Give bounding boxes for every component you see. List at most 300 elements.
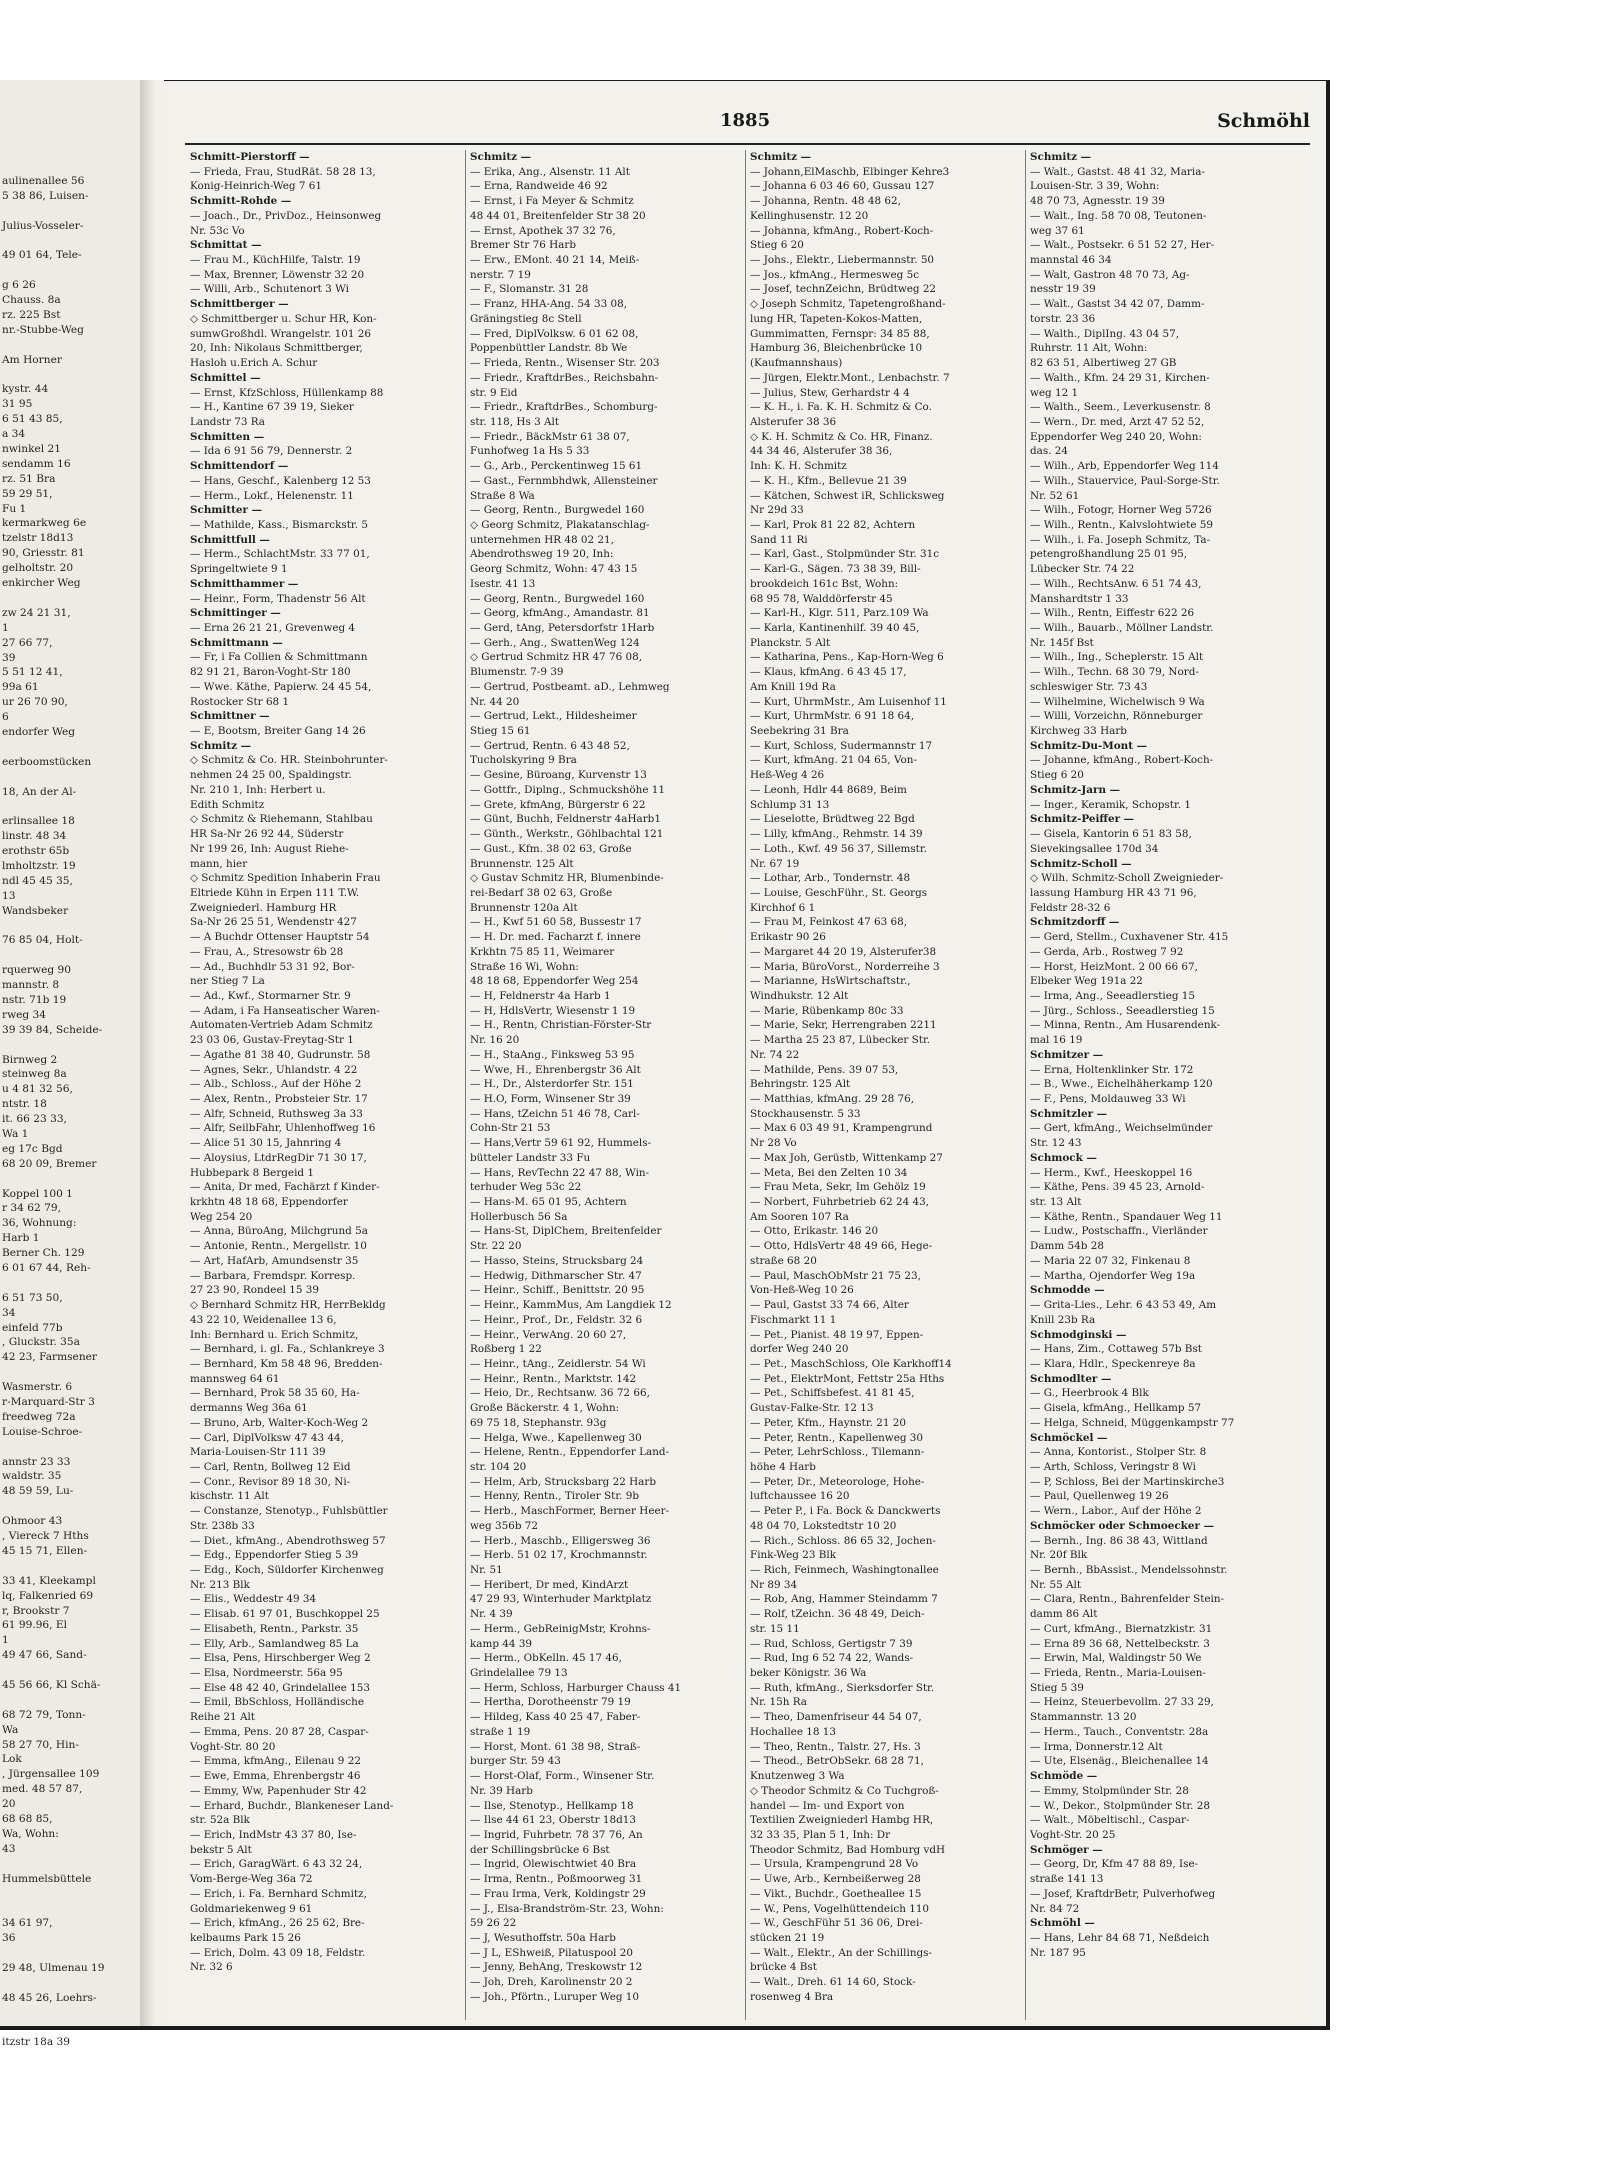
directory-entry-line: 32 33 35, Plan 5 1, Inh: Dr (750, 1828, 891, 1841)
directory-entry-line: — Pet., Pianist. 48 19 97, Eppen- (750, 1328, 924, 1341)
directory-entry-line: — Ernst, Apothek 37 32 76, (470, 224, 616, 237)
directory-entry-line: — J, Wesuthoffstr. 50a Harb (470, 1931, 616, 1944)
directory-entry-line: — Johanna, kfmAng., Robert-Koch- (750, 224, 934, 237)
directory-entry-line: beker Königstr. 36 Wa (750, 1667, 867, 1680)
directory-entry-line: — Herm, Schloss, Harburger Chauss 41 (470, 1681, 682, 1694)
directory-entry-line: brücke 4 Bst (750, 1961, 817, 1974)
directory-entry-line: — Helm, Arb, Strucksbarg 22 Harb (470, 1475, 656, 1488)
directory-entry-line: — Joach., Dr., PrivDoz., Heinsonweg (190, 209, 382, 222)
directory-entry-line: — Art, HafArb, Amundsenstr 35 (190, 1254, 359, 1267)
facing-page-line (2, 1559, 152, 1574)
facing-page-line (2, 1038, 152, 1053)
facing-page-line: 27 66 77, (2, 636, 53, 649)
directory-entry-line: 23 03 06, Gustav-Freytag-Str 1 (190, 1034, 354, 1047)
facing-page-line: 34 61 97, (2, 1917, 53, 1930)
directory-column-4 (1030, 150, 1310, 2020)
directory-entry-line: — Walt., Postsekr. 6 51 52 27, Her- (1030, 239, 1215, 252)
directory-entry-line: — Elly, Arb., Samlandweg 85 La (190, 1637, 359, 1650)
directory-entry-line: — Heinr., Schiff., Benittstr. 20 95 (470, 1284, 645, 1297)
directory-entry-line: — Ingrid, Fuhrbetr. 78 37 76, An (470, 1828, 643, 1841)
directory-entry-line: — Pet., Schiffsbefest. 41 81 45, (750, 1387, 915, 1400)
facing-page-line: 90, Griesstr. 81 (2, 547, 85, 560)
directory-entry-line: — Matthias, kfmAng. 29 28 76, (750, 1093, 915, 1105)
facing-page-line: 99a 61 (2, 681, 39, 694)
facing-page-line: 48 45 26, Loehrs- (2, 1991, 97, 2004)
facing-page-line: it. 66 23 33, (2, 1113, 67, 1126)
directory-entry-line: — Erna 89 36 68, Nettelbeckstr. 3 (1030, 1637, 1210, 1650)
directory-entry-line: — Conr., Revisor 89 18 30, Ni- (190, 1475, 351, 1488)
directory-entry-line: — Jos., kfmAng., Hermesweg 5c (750, 268, 920, 281)
facing-page-line: 42 23, Farmsener (2, 1351, 97, 1364)
facing-page-line: lq, Falkenried 69 (2, 1589, 94, 1602)
directory-entry-line: Nr. 187 95 (1030, 1946, 1086, 1959)
directory-entry-line: Schmitz-Du-Mont — (1030, 739, 1148, 752)
directory-entry-line: — Fr, i Fa Collien & Schmittmann (190, 651, 368, 664)
facing-page-line: g 6 26 (2, 279, 36, 292)
directory-entry-line: — Karla, Kantinenhilf. 39 40 45, (750, 622, 920, 634)
directory-entry-line: 59 26 22 (470, 1917, 517, 1930)
directory-entry-line: — Kätchen, Schwest iR, Schlicksweg (750, 489, 945, 502)
column-divider (465, 150, 466, 2020)
directory-entry-line: — Erich, GaragWärt. 6 43 32 24, (190, 1858, 363, 1871)
directory-entry-line: — G., Arb., Perckentinweg 15 61 (470, 460, 643, 473)
directory-entry-line: krkhtn 48 18 68, Eppendorfer (190, 1196, 348, 1209)
directory-entry-line: — Pet., ElektrMont, Fettstr 25a Hths (750, 1372, 945, 1385)
directory-entry-line: — Constanze, Stenotyp., Fuhlsbüttler (190, 1505, 388, 1518)
directory-entry-line: — Josef, technZeichn, Brüdtweg 22 (750, 283, 937, 296)
directory-entry-line: Blumenstr. 7-9 39 (470, 666, 564, 679)
directory-entry-line: weg 12 1 (1030, 386, 1079, 399)
directory-entry-line: 82 91 21, Baron-Voght-Str 180 (190, 666, 351, 679)
directory-entry-line: — H., StaAng., Finksweg 53 95 (470, 1048, 635, 1061)
directory-entry-line: Nr. 16 20 (470, 1034, 520, 1047)
directory-entry-line: Schmittfull — (190, 533, 270, 546)
directory-entry-line: Stieg 6 20 (1030, 769, 1084, 782)
directory-entry-line: — Gerd, Stellm., Cuxhavener Str. 415 (1030, 931, 1229, 944)
directory-entry-line: — Hans-M. 65 01 95, Achtern (470, 1196, 627, 1209)
directory-entry-line: — Willi, Arb., Schutenort 3 Wi (190, 283, 349, 296)
directory-entry-line: — Wern., Labor., Auf der Höhe 2 (1030, 1505, 1202, 1518)
directory-entry-line: Schmitter — (190, 504, 263, 517)
directory-entry-line: — Erich, i. Fa. Bernhard Schmitz, (190, 1887, 367, 1900)
directory-entry-line: 68 95 78, Walddörferstr 45 (750, 592, 893, 605)
directory-entry-line: Nr. 55 Alt (1030, 1578, 1082, 1591)
directory-entry-line: Schmittendorf — (190, 460, 289, 473)
directory-entry-line: — Louise, GeschFühr., St. Georgs (750, 886, 928, 899)
directory-entry-line: Springeltwiete 9 1 (190, 563, 288, 576)
facing-page-line: eg 17c Bgd (2, 1142, 63, 1155)
directory-entry-line: — Ruth, kfmAng., Sierksdorfer Str. (750, 1681, 935, 1694)
directory-entry-line: Cohn-Str 21 53 (470, 1122, 551, 1135)
directory-entry-line: lassung Hamburg HR 43 71 96, (1030, 886, 1197, 899)
directory-entry-line: Gummimatten, Fernspr: 34 85 88, (750, 327, 930, 340)
facing-page-line: 45 56 66, Kl Schä- (2, 1678, 101, 1691)
directory-entry-line: Eppendorfer Weg 240 20, Wohn: (1030, 430, 1202, 443)
directory-entry-line: Schmitz-Peiffer — (1030, 813, 1135, 826)
directory-entry-line: — Else 48 42 40, Grindelallee 153 (190, 1681, 370, 1694)
directory-entry-line: — Wilh., Fotogr, Horner Weg 5726 (1030, 504, 1212, 517)
directory-entry-line: — H., Dr., Alsterdorfer Str. 151 (470, 1078, 634, 1091)
directory-entry-line: ◇ Schmitz Spedition Inhaberin Frau (190, 872, 381, 885)
facing-page-line: gelholtstr. 20 (2, 562, 74, 575)
directory-entry-line: Schmodlter — (1030, 1372, 1112, 1385)
directory-entry-line: Nr. 15h Ra (750, 1696, 807, 1709)
facing-page-line: enkircher Weg (2, 577, 81, 590)
directory-entry-line: Schmitten — (190, 430, 265, 443)
facing-page-line: u 4 81 32 56, (2, 1083, 73, 1096)
directory-entry-line: Heß-Weg 4 26 (750, 769, 825, 782)
directory-entry-line: — Herm., Tauch., Conventstr. 28a (1030, 1725, 1209, 1738)
facing-page-line (2, 2006, 152, 2021)
directory-entry-line: Hamburg 36, Bleichenbrücke 10 (750, 342, 923, 355)
directory-entry-line: — Anna, Kontorist., Stolper Str. 8 (1030, 1446, 1207, 1459)
directory-entry-line: Kirchhof 6 1 (750, 901, 816, 914)
directory-entry-line: Schmöger — (1030, 1843, 1103, 1856)
facing-page-line: r, Brookstr 7 (2, 1604, 70, 1617)
facing-page-line: Wa (2, 1723, 19, 1736)
facing-page-line: mannstr. 8 (2, 979, 60, 992)
directory-entry-line: Stammannstr. 13 20 (1030, 1711, 1137, 1724)
directory-entry-line: — Hans-St, DiplChem, Breitenfelder (470, 1225, 662, 1238)
directory-entry-line: — Curt, kfmAng., Biernatzkistr. 31 (1030, 1622, 1213, 1635)
directory-entry-line: — W., Pens, Vogelhüttendeich 110 (750, 1902, 930, 1915)
directory-entry-line: — Peter P., i Fa. Bock & Danckwerts (750, 1505, 941, 1518)
directory-entry-line: damm 86 Alt (1030, 1608, 1098, 1621)
directory-entry-line: Schlump 31 13 (750, 798, 830, 811)
directory-entry-line: 69 75 18, Stephanstr. 93g (470, 1416, 607, 1429)
directory-entry-line: — Willi, Vorzeichn, Rönneburger (1030, 710, 1203, 723)
directory-entry-line: Sievekingsallee 170d 34 (1030, 842, 1159, 855)
directory-entry-line: 48 18 68, Eppendorfer Weg 254 (470, 975, 639, 988)
directory-entry-line: — Kurt, kfmAng. 21 04 65, Von- (750, 754, 918, 767)
directory-entry-line: Schmittel — (190, 371, 261, 384)
directory-entry-line: Hochallee 18 13 (750, 1725, 837, 1738)
directory-entry-line: — Edg., Eppendorfer Stieg 5 39 (190, 1549, 359, 1562)
directory-entry-line: — Emil, BbSchloss, Holländische (190, 1696, 364, 1709)
directory-entry-line: — Bruno, Arb, Walter-Koch-Weg 2 (190, 1416, 369, 1429)
directory-entry-line: Poppenbüttler Landstr. 8b We (470, 342, 628, 355)
directory-entry-line: — Walt, Gastron 48 70 73, Ag- (1030, 268, 1190, 281)
directory-entry-line: — J., Elsa-Brandström-Str. 23, Wohn: (470, 1902, 664, 1915)
directory-entry-line: — Karl-G., Sägen. 73 38 39, Bill- (750, 563, 921, 576)
facing-page-line: rz. 51 Bra (2, 472, 56, 485)
facing-page-line: freedweg 72a (2, 1410, 76, 1423)
directory-entry-line: — Horst, HeizMont. 2 00 66 67, (1030, 960, 1198, 973)
directory-entry-line: — Frau Irma, Verk, Koldingstr 29 (470, 1887, 646, 1900)
scan-margin-top (0, 0, 1600, 80)
directory-entry-line: — Georg, kfmAng., Amandastr. 81 (470, 607, 650, 620)
directory-entry-line: Inh: Bernhard u. Erich Schmitz, (190, 1328, 359, 1341)
facing-page-line: eerboomstücken (2, 755, 92, 768)
directory-entry-line: str. 15 11 (750, 1622, 800, 1635)
directory-entry-line: — Jenny, BehAng, Treskowstr 12 (470, 1961, 643, 1974)
directory-entry-line: Nr. 20f Blk (1030, 1549, 1088, 1562)
directory-entry-line: — Gerd, tAng, Petersdorfstr 1Harb (470, 622, 655, 634)
directory-entry-line: — Erwin, Mal, Waldingstr 50 We (1030, 1652, 1202, 1665)
directory-entry-line: — Vikt., Buchdr., Goetheallee 15 (750, 1887, 922, 1900)
directory-entry-line: — Gast., Fernmbhdwk, Allensteiner (470, 474, 658, 487)
facing-page-line: Hummelsbüttele (2, 1872, 92, 1885)
facing-page-line: annstr 23 33 (2, 1455, 71, 1468)
directory-entry-line: — Irma, Donnerstr.12 Alt (1030, 1740, 1163, 1753)
directory-entry-line: str. 13 Alt (1030, 1196, 1082, 1209)
directory-entry-line: — Alex, Rentn., Probsteier Str. 17 (190, 1093, 368, 1105)
facing-page-line: Louise-Schroe- (2, 1425, 83, 1438)
directory-entry-line: — Ilse, Stenotyp., Hellkamp 18 (470, 1799, 634, 1812)
directory-entry-line: — Wilh., Rentn, Eiffestr 622 26 (1030, 607, 1195, 620)
directory-entry-line: Lübecker Str. 74 22 (1030, 563, 1135, 576)
directory-entry-line: — Elsa, Pens, Hirschberger Weg 2 (190, 1652, 371, 1665)
directory-entry-line: Nr. 52 61 (1030, 489, 1080, 502)
facing-page-line: 6 51 43 85, (2, 413, 63, 426)
facing-page-line: Wasmerstr. 6 (2, 1381, 73, 1394)
directory-entry-line: burger Str. 59 43 (470, 1755, 561, 1768)
directory-entry-line: — Otto, Erikastr. 146 20 (750, 1225, 879, 1238)
directory-entry-line: — Gottfr., Diplng., Schmuckshöhe 11 (470, 783, 665, 796)
directory-entry-line: Schmitzdorff — (1030, 916, 1120, 929)
directory-entry-line: — Hans, Geschf., Kalenberg 12 53 (190, 474, 371, 487)
facing-page-line: 68 68 85, (2, 1812, 53, 1825)
directory-entry-line: 48 44 01, Breitenfelder Str 38 20 (470, 209, 646, 222)
directory-entry-line: — Herb., MaschFormer, Berner Heer- (470, 1505, 670, 1518)
directory-entry-line: ◇ Gustav Schmitz HR, Blumenbinde- (470, 872, 664, 885)
directory-entry-line: Inh: K. H. Schmitz (750, 460, 847, 473)
directory-entry-line: 48 04 70, Lokstedtstr 10 20 (750, 1519, 897, 1532)
directory-entry-line: rosenweg 4 Bra (750, 1990, 834, 2003)
facing-page-line (2, 1946, 152, 1961)
directory-entry-line: Voght-Str. 80 20 (190, 1740, 276, 1753)
directory-entry-line: — Ad., Kwf., Stormarner Str. 9 (190, 989, 351, 1002)
facing-page-line: 13 (2, 889, 16, 902)
directory-entry-line: unternehmen HR 48 02 21, (470, 533, 614, 546)
directory-entry-line: — Johanne, kfmAng., Robert-Koch- (1030, 754, 1214, 767)
directory-entry-line: Behringstr. 125 Alt (750, 1078, 851, 1091)
directory-entry-line: — Joh., Pförtn., Luruper Weg 10 (470, 1990, 640, 2003)
directory-entry-line: — H., Kwf 51 60 58, Bussestr 17 (470, 916, 642, 929)
directory-entry-line: — Wilh., Arb, Eppendorfer Weg 114 (1030, 460, 1219, 473)
directory-entry-line: Hasloh u.Erich A. Schur (190, 357, 318, 370)
directory-entry-line: 82 63 51, Albertiweg 27 GB (1030, 357, 1177, 370)
facing-page-line (2, 234, 152, 249)
directory-entry-line: Abendrothsweg 19 20, Inh: (470, 548, 614, 561)
directory-entry-line: — Gerh., Ang., SwattenWeg 124 (470, 636, 640, 649)
directory-entry-line: — Heribert, Dr med, KindArzt (470, 1578, 629, 1591)
directory-entry-line: — Wilh., Bauarb., Möllner Landstr. (1030, 622, 1214, 634)
facing-page-line (2, 368, 152, 383)
directory-column-3 (750, 150, 1020, 2020)
facing-page-line: 39 (2, 651, 16, 664)
directory-entry-line: — Heinz, Steuerbevollm. 27 33 29, (1030, 1696, 1214, 1709)
directory-entry-line: — Margaret 44 20 19, Alsterufer38 (750, 945, 937, 958)
directory-entry-line: — Gerda, Arb., Rostweg 7 92 (1030, 945, 1184, 958)
directory-entry-line: — Gisela, Kantorin 6 51 83 58, (1030, 828, 1192, 841)
directory-entry-line: Stieg 5 39 (1030, 1681, 1084, 1694)
directory-entry-line: Str. 22 20 (470, 1240, 522, 1253)
facing-page-line: Wa, Wohn: (2, 1827, 59, 1840)
directory-entry-line: — Emmy, Ww, Papenhuder Str 42 (190, 1784, 367, 1797)
directory-entry-line: Windhukstr. 12 Alt (750, 989, 849, 1002)
directory-entry-line: — Georg, Rentn., Burgwedel 160 (470, 592, 645, 605)
directory-entry-line: — Rolf, tZeichn. 36 48 49, Deich- (750, 1608, 925, 1621)
directory-entry-line: — Herb. 51 02 17, Krochmannstr. (470, 1549, 648, 1562)
directory-entry-line: — H., Rentn, Christian-Förster-Str (470, 1019, 652, 1032)
directory-entry-line: — Peter, Dr., Meteorologe, Hohe- (750, 1475, 925, 1488)
directory-entry-line: — Klara, Hdlr., Speckenreye 8a (1030, 1357, 1196, 1370)
directory-entry-line: — Kurt, UhrmMstr., Am Luisenhof 11 (750, 695, 947, 708)
directory-entry-line: — Paul, Quellenweg 19 26 (1030, 1490, 1169, 1503)
facing-page-line: 43 (2, 1842, 16, 1855)
facing-page-line: 20 (2, 1798, 16, 1811)
directory-entry-line: Schmitzer — (1030, 1048, 1104, 1061)
directory-entry-line: — Frieda, Rentn., Wisenser Str. 203 (470, 357, 660, 370)
directory-entry-line: — Klaus, kfmAng. 6 43 45 17, (750, 666, 907, 679)
facing-page-line: ur 26 70 90, (2, 696, 68, 709)
directory-entry-line: 43 22 10, Weidenallee 13 6, (190, 1313, 337, 1326)
facing-page-line: rweg 34 (2, 1008, 47, 1021)
directory-entry-line: — Josef, KraftdrBetr, Pulverhofweg (1030, 1887, 1216, 1900)
column-divider (1025, 150, 1026, 2020)
directory-entry-line: — Hertha, Dorotheenstr 79 19 (470, 1696, 631, 1709)
facing-page-line: Fu 1 (2, 502, 27, 515)
page-number: 1885 (720, 110, 771, 131)
directory-entry-line: — Uwe, Arb., Kernbeißerweg 28 (750, 1873, 921, 1886)
facing-page-line: 18, An der Al- (2, 785, 77, 798)
facing-page-line: kermarkweg 6e (2, 517, 87, 530)
directory-entry-line: — Maria, BüroVorst., Norderreihe 3 (750, 960, 940, 973)
directory-entry-line: — Heinr., tAng., Zeidlerstr. 54 Wi (470, 1357, 646, 1370)
facing-page-line (2, 1663, 152, 1678)
directory-entry-line: — Hedwig, Dithmarscher Str. 47 (470, 1269, 642, 1282)
directory-entry-line: Schmittner — (190, 710, 270, 723)
directory-entry-line: — Heinr., Form, Thadenstr 56 Alt (190, 592, 366, 605)
directory-entry-line: — Peter, LehrSchloss., Tilemann- (750, 1446, 925, 1459)
directory-entry-line: Fink-Weg 23 Blk (750, 1549, 836, 1562)
directory-entry-line: — Alb., Schloss., Auf der Höhe 2 (190, 1078, 362, 1091)
directory-entry-line: Gräningstieg 8c Stell (470, 312, 582, 325)
directory-entry-line: Schmitt-Rohde — (190, 195, 292, 208)
directory-entry-line: Louisen-Str. 3 39, Wohn: (1030, 180, 1160, 193)
directory-entry-line: — Elisabeth, Rentn., Parkstr. 35 (190, 1622, 359, 1635)
directory-entry-line: Str. 238b 33 (190, 1519, 255, 1532)
facing-page-line: 6 01 67 44, Reh- (2, 1262, 91, 1275)
directory-entry-line: Krkhtn 75 85 11, Weimarer (470, 945, 615, 958)
directory-entry-line: — Erich, IndMstr 43 37 80, Ise- (190, 1828, 357, 1841)
facing-page-line: nr.-Stubbe-Weg (2, 323, 84, 336)
facing-page-line: , Gluckstr. 35a (2, 1336, 80, 1349)
directory-entry-line: — J L, EShweiß, Pilatuspool 20 (470, 1946, 634, 1959)
directory-entry-line: — Grita-Lies., Lehr. 6 43 53 49, Am (1030, 1299, 1217, 1312)
directory-entry-line: — Wwe, H., Ehrenbergstr 36 Alt (470, 1063, 641, 1076)
directory-entry-line: — Marianne, HsWirtschaftstr., (750, 975, 911, 988)
directory-entry-line: — F., Pens, Moldauweg 33 Wi (1030, 1093, 1186, 1105)
directory-entry-line: nerstr. 7 19 (470, 268, 531, 281)
directory-entry-line: bütteler Landstr 33 Fu (470, 1151, 591, 1164)
directory-entry-line: — Heio, Dr., Rechtsanw. 36 72 66, (470, 1387, 650, 1400)
directory-entry-line: — Bernh., BbAssist., Mendelssohnstr. (1030, 1564, 1228, 1576)
directory-entry-line: — Erna, Randweide 46 92 (470, 180, 608, 193)
facing-page-line: 36 (2, 1932, 16, 1945)
directory-entry-line: — Alfr, Schneid, Ruthsweg 3a 33 (190, 1107, 363, 1120)
directory-entry-line: dorfer Weg 240 20 (750, 1343, 849, 1356)
directory-entry-line: Nr. 67 19 (750, 857, 800, 870)
directory-entry-line: — Emmy, Stolpmünder Str. 28 (1030, 1784, 1189, 1797)
directory-entry-line: — Walt., Gastst. 48 41 32, Maria- (1030, 165, 1205, 178)
directory-entry-line: — Gisela, kfmAng., Hellkamp 57 (1030, 1402, 1202, 1415)
directory-entry-line: Hollerbusch 56 Sa (470, 1210, 568, 1223)
facing-page-line: 49 01 64, Tele- (2, 249, 82, 262)
directory-entry-line: Große Bäckerstr. 4 1, Wohn: (470, 1402, 620, 1415)
directory-entry-line: — Jürg., Schloss., Seeadlerstieg 15 (1030, 1004, 1215, 1017)
directory-entry-line: — Hans,Vertr 59 61 92, Hummels- (470, 1137, 652, 1150)
directory-entry-line: Schmitz — (1030, 151, 1092, 163)
directory-entry-line: — Edg., Koch, Süldorfer Kirchenweg (190, 1564, 384, 1576)
directory-entry-line: Straße 8 Wa (470, 489, 535, 502)
directory-entry-line: Schmitthammer — (190, 577, 299, 590)
directory-entry-line: bekstr 5 Alt (190, 1843, 252, 1856)
facing-page-line: rquerweg 90 (2, 964, 71, 977)
directory-entry-line: — Ernst, KfzSchloss, Hüllenkamp 88 (190, 386, 384, 399)
directory-entry-line: — Frau M., KüchHilfe, Talstr. 19 (190, 254, 361, 267)
directory-entry-line: — Johs., Elektr., Liebermannstr. 50 (750, 254, 935, 267)
directory-entry-line: Manshardtstr 1 33 (1030, 592, 1129, 605)
directory-entry-line: — Herm., Kwf., Heeskoppel 16 (1030, 1166, 1193, 1179)
directory-entry-line: — Hans, Lehr 84 68 71, Neßdeich (1030, 1931, 1210, 1944)
directory-entry-line: — Walt., Möbeltischl., Caspar- (1030, 1814, 1190, 1827)
directory-entry-line: — H., Kantine 67 39 19, Sieker (190, 401, 354, 414)
directory-entry-line: str. 52a Blk (190, 1814, 250, 1827)
directory-entry-line: ◇ Gertrud Schmitz HR 47 76 08, (470, 651, 643, 664)
directory-column-2 (470, 150, 740, 2020)
facing-page-line: Koppel 100 1 (2, 1187, 73, 1200)
facing-page-line: 48 59 59, Lu- (2, 1485, 74, 1498)
directory-entry-line: — Aloysius, LtdrRegDir 71 30 17, (190, 1151, 367, 1164)
facing-page-line: steinweg 8a (2, 1068, 67, 1081)
directory-entry-line: Sa-Nr 26 25 51, Wendenstr 427 (190, 916, 357, 929)
directory-entry-line: — Rich, Feinmech, Washingtonallee (750, 1564, 939, 1576)
facing-page-line: sendamm 16 (2, 457, 71, 470)
directory-entry-line: — W., Dekor., Stolpmünder Str. 28 (1030, 1799, 1211, 1812)
directory-entry-line: Nr. 145f Bst (1030, 636, 1094, 649)
directory-entry-line: 20, Inh: Nikolaus Schmittberger, (190, 342, 363, 355)
directory-entry-line: kamp 44 39 (470, 1637, 533, 1650)
facing-page-line (2, 263, 152, 278)
facing-page-line: 68 20 09, Bremer (2, 1157, 97, 1170)
facing-page-line: 6 (2, 711, 9, 724)
directory-entry-line: str. 118, Hs 3 Alt (470, 415, 559, 428)
directory-entry-line: — Theo, Rentn., Talstr. 27, Hs. 3 (750, 1740, 921, 1753)
directory-entry-line: mann, hier (190, 857, 248, 870)
directory-entry-line: — Herm., ObKelln. 45 17 46, (470, 1652, 622, 1665)
directory-entry-line: — Bernh., Ing. 86 38 43, Wittland (1030, 1534, 1208, 1547)
directory-entry-line: — Gertrud, Lekt., Hildesheimer (470, 710, 637, 723)
directory-entry-line: — Erika, Ang., Alsenstr. 11 Alt (470, 165, 630, 178)
directory-entry-line: str. 104 20 (470, 1460, 527, 1473)
directory-entry-line: ◇ Bernhard Schmitz HR, HerrBekldg (190, 1299, 386, 1312)
directory-entry-line: Nr 199 26, Inh: August Riehe- (190, 842, 349, 855)
directory-entry-line: Nr. 210 1, Inh: Herbert u. (190, 783, 326, 796)
directory-entry-line: — Max, Brenner, Löwenstr 32 20 (190, 268, 365, 281)
directory-entry-line: — E, Bootsm, Breiter Gang 14 26 (190, 725, 366, 738)
directory-entry-line: — Paul, MaschObMstr 21 75 23, (750, 1269, 921, 1282)
directory-entry-line: — Maria 22 07 32, Finkenau 8 (1030, 1254, 1191, 1267)
directory-entry-line: — K. H., i. Fa. K. H. Schmitz & Co. (750, 401, 932, 414)
directory-entry-line: — Antonie, Rentn., Mergellstr. 10 (190, 1240, 367, 1253)
directory-entry-line: — Erich, kfmAng., 26 25 62, Bre- (190, 1917, 365, 1930)
page-header (190, 110, 1310, 136)
directory-entry-line: — Wilh., Rentn., Kalvslohtwiete 59 (1030, 518, 1214, 531)
facing-page-line (2, 1886, 152, 1901)
directory-entry-line: mannsweg 64 61 (190, 1372, 280, 1385)
